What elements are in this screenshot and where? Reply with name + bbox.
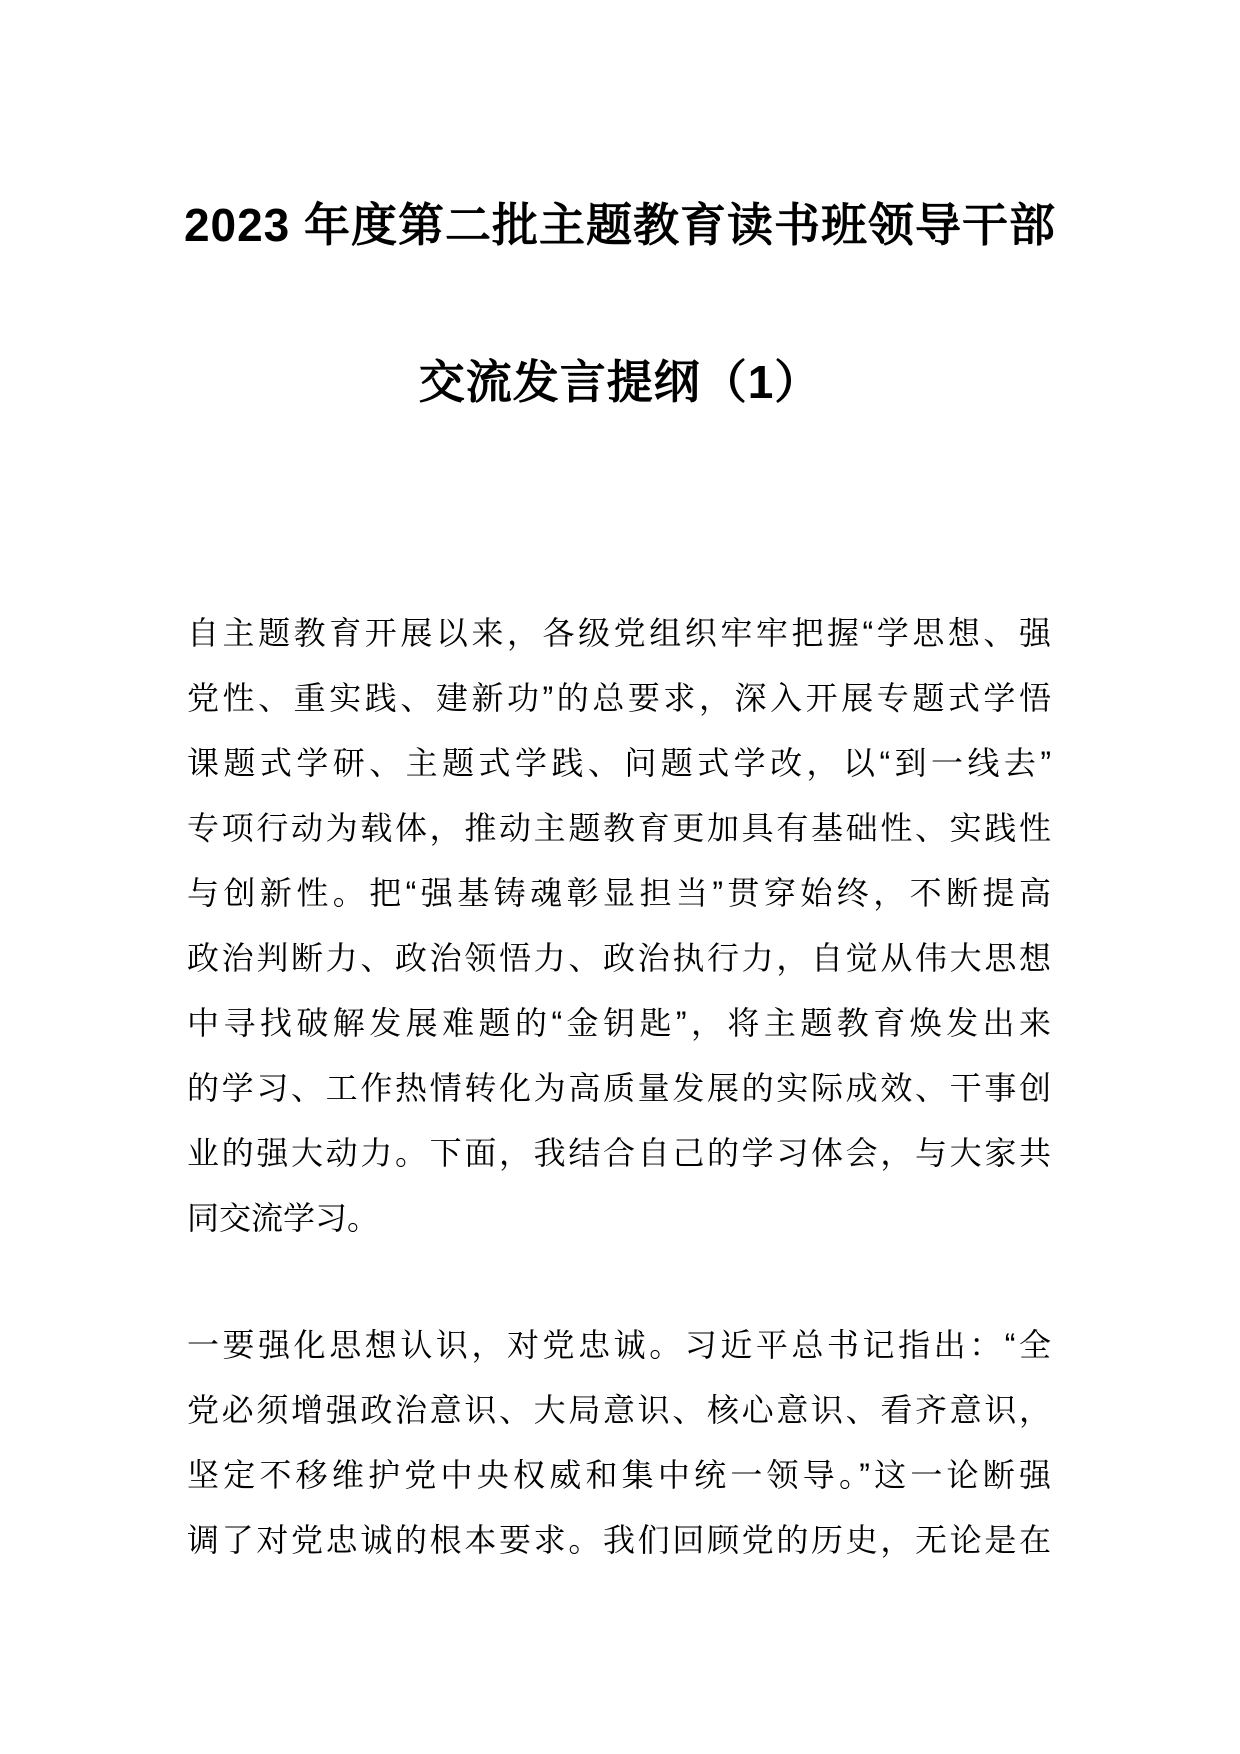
text-line: 党必须增强政治意识、大局意识、核心意识、看齐意识， [187, 1392, 1051, 1428]
text-line: 中寻找破解发展难题的“金钥匙”，将主题教育焕发出来 [187, 1005, 1051, 1041]
paragraph-2 [187, 1313, 1051, 1573]
text-line: 调了对党忠诚的根本要求。我们回顾党的历史，无论是在 [187, 1522, 1051, 1558]
paragraph-1 [187, 601, 1051, 1251]
document-title-line2: 交流发言提纲（1） [418, 356, 822, 408]
text-line: 与创新性。把“强基铸魂彰显担当”贯穿始终，不断提高 [187, 875, 1051, 911]
text-line: 一要强化思想认识，对党忠诚。习近平总书记指出：“全 [187, 1327, 1051, 1363]
text-line: 自主题教育开展以来，各级党组织牢牢把握“学思想、强 [187, 615, 1051, 651]
text-line: 坚定不移维护党中央权威和集中统一领导。”这一论断强 [187, 1457, 1051, 1493]
text-line: 业的强大动力。下面，我结合自己的学习体会，与大家共 [187, 1135, 1051, 1171]
text-line: 同交流学习。 [187, 1200, 380, 1236]
text-line: 课题式学研、主题式学践、问题式学改，以“到一线去” [187, 745, 1051, 781]
text-line: 专项行动为载体，推动主题教育更加具有基础性、实践性 [187, 810, 1051, 846]
text-line: 的学习、工作热情转化为高质量发展的实际成效、干事创 [187, 1070, 1051, 1106]
document-title-line1: 2023 年度第二批主题教育读书班领导干部 [183, 199, 1057, 251]
text-line: 政治判断力、政治领悟力、政治执行力，自觉从伟大思想 [187, 940, 1051, 976]
text-line: 党性、重实践、建新功”的总要求，深入开展专题式学悟 [187, 680, 1051, 716]
